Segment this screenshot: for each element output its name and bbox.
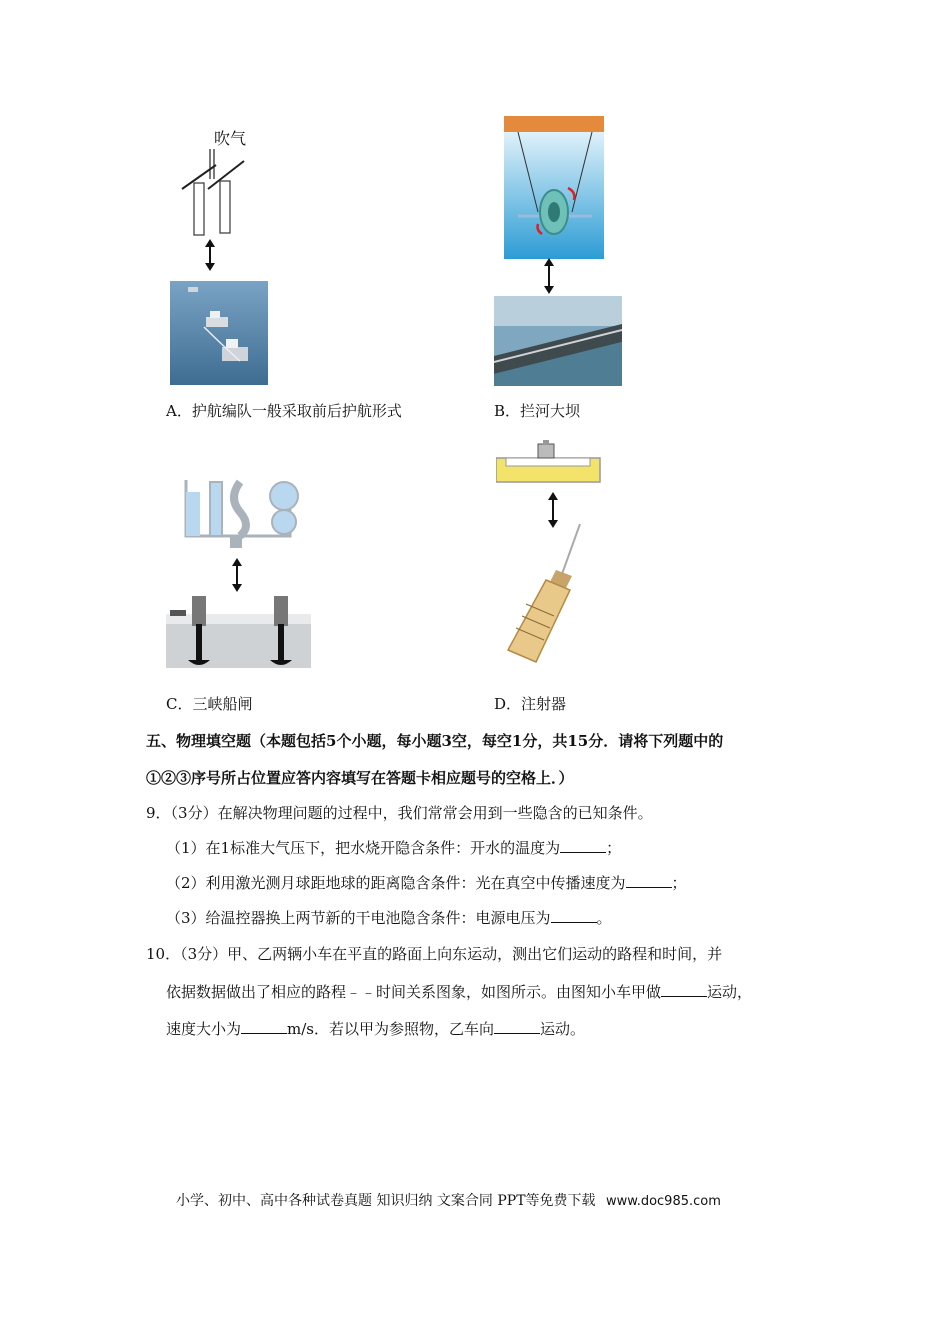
q9-part1-text: （1）在1标准大气压下，把水烧开隐含条件：开水的温度为 bbox=[166, 839, 561, 857]
dam-photo bbox=[494, 296, 622, 386]
q9-part1 bbox=[166, 838, 621, 858]
figure-c bbox=[166, 470, 311, 670]
q9-stem: 9．（3分）在解决物理问题的过程中，我们常常会用到一些隐含的已知条件。 bbox=[146, 804, 653, 822]
q9-part3-text: （3）给温控器换上两节新的干电池隐含条件：电源电压为 bbox=[166, 909, 551, 927]
escort-fleet-photo bbox=[170, 281, 268, 385]
q9-blank2[interactable] bbox=[626, 873, 672, 888]
q9-blank1[interactable] bbox=[560, 838, 606, 853]
q9-blank3[interactable] bbox=[551, 908, 597, 923]
section5-heading-line1: 五、物理填空题（本题包括5个小题，每小题3空，每空1分，共15分．请将下列题中的 bbox=[146, 732, 724, 750]
q10-blank3[interactable] bbox=[494, 1019, 540, 1034]
connected-vessels-illustration bbox=[180, 472, 302, 554]
q9-part2-end: ； bbox=[671, 874, 687, 892]
q9-part3 bbox=[166, 908, 612, 928]
footer bbox=[176, 1191, 721, 1212]
footer-url[interactable]: www.doc985.com bbox=[605, 1194, 721, 1209]
q9-part3-end: 。 bbox=[596, 909, 612, 927]
caption-d: D．注射器 bbox=[494, 695, 567, 713]
ship-lock-illustration bbox=[166, 590, 311, 668]
q10-line3-b: m/s．若以甲为参照物，乙车向 bbox=[287, 1020, 494, 1038]
q10-line3-a: 速度大小为 bbox=[166, 1020, 242, 1038]
footer-text: 小学、初中、高中各种试卷真题 知识归纳 文案合同 PPT等免费下载 bbox=[176, 1193, 596, 1209]
q9-part1-end: ； bbox=[606, 839, 622, 857]
q10-line2-b: 运动， bbox=[707, 983, 753, 1001]
caption-b: B．拦河大坝 bbox=[494, 402, 581, 420]
q10-line2 bbox=[166, 982, 752, 1002]
double-arrow-c bbox=[230, 556, 244, 594]
q9-part2-text: （2）利用激光测月球距地球的距离隐含条件：光在真空中传播速度为 bbox=[166, 874, 626, 892]
weight-on-sponge-illustration bbox=[496, 440, 602, 488]
q10-line3-c: 运动。 bbox=[540, 1020, 586, 1038]
paper-sheets-illustration bbox=[180, 149, 260, 299]
figure-b bbox=[494, 116, 624, 388]
caption-c: C．三峡船闸 bbox=[166, 695, 253, 713]
q10-blank2[interactable] bbox=[241, 1019, 287, 1034]
figure-a bbox=[170, 125, 280, 390]
rotating-wheel-illustration bbox=[504, 116, 616, 261]
figure-d bbox=[496, 440, 606, 668]
q9-part2 bbox=[166, 873, 687, 893]
q10-line1: 10．（3分）甲、乙两辆小车在平直的路面上向东运动，测出它们运动的路程和时间，并 bbox=[146, 945, 723, 963]
caption-a: A．护航编队一般采取前后护航形式 bbox=[166, 402, 402, 420]
q10-line3 bbox=[166, 1019, 585, 1039]
q10-line2-a: 依据数据做出了相应的路程﹣﹣时间关系图象，如图所示。由图知小车甲做 bbox=[166, 983, 662, 1001]
section5-heading-line2: ①②③序号所占位置应答内容填写在答题卡相应题号的空格上．） bbox=[146, 769, 574, 787]
blow-label: 吹气 bbox=[214, 129, 247, 148]
double-arrow-b bbox=[542, 256, 556, 296]
syringe-photo bbox=[496, 524, 606, 664]
q10-blank1[interactable] bbox=[661, 982, 707, 997]
